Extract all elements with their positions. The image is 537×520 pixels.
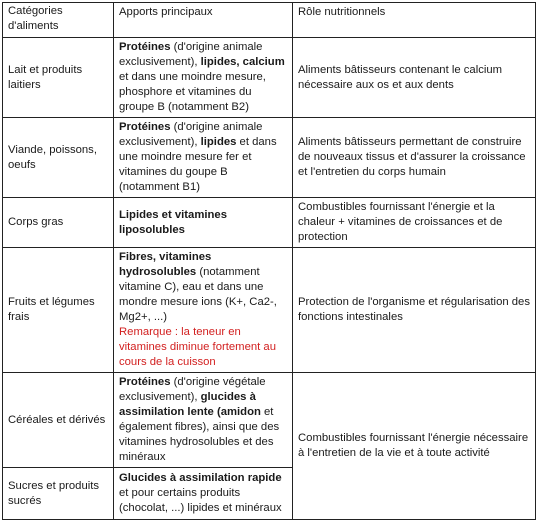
apports-text: lipides, calcium (200, 56, 285, 68)
role-cell: Aliments bâtisseurs contenant le calcium nécessaire aux os et aux dents (293, 38, 536, 118)
remark-text: Remarque : la teneur en vitamines diminue fortement au cours de la cuisson (119, 326, 276, 368)
nutrition-table (2, 2, 536, 520)
header-apports: Apports principaux (114, 3, 293, 38)
table-row (3, 248, 536, 373)
apports-text: (d'origine animale exclusivement), (119, 41, 263, 68)
apports-cell (114, 38, 293, 118)
table-row (3, 38, 536, 118)
category-cell: Sucres et produits sucrés (3, 468, 114, 520)
apports-cell (114, 468, 293, 520)
role-cell: Combustibles fournissant l'énergie et la chaleur + vitamines de croissances et de protection (293, 198, 536, 248)
category-cell: Céréales et dérivés (3, 373, 114, 468)
apports-cell (114, 373, 293, 468)
category-cell: Fruits et légumes frais (3, 248, 114, 373)
apports-cell (114, 118, 293, 198)
header-row (3, 3, 536, 38)
role-cell: Protection de l'organisme et régularisation des fonctions intestinales (293, 248, 536, 373)
apports-text: lipides (200, 136, 237, 148)
category-cell: Lait et produits laitiers (3, 38, 114, 118)
apports-text: et également fibres), ainsi que des vitamines hydrosolubles et des minéraux (119, 406, 280, 463)
apports-text: (d'origine végétale exclusivement), (119, 376, 266, 403)
apports-text: Lipides et vitamines liposolubles (119, 208, 227, 236)
apports-cell (114, 248, 293, 373)
apports-text: Protéines (119, 41, 171, 53)
apports-text: Protéines (119, 121, 171, 133)
header-role: Rôle nutritionnels (293, 3, 536, 38)
category-cell: Corps gras (3, 198, 114, 248)
table-row (3, 373, 536, 468)
apports-text: (d'origine animale exclusivement), (119, 121, 263, 148)
apports-text: glucides à assimilation lente (amidon (119, 391, 261, 418)
role-cell: Combustibles fournissant l'énergie nécessaire à l'entretien de la vie et à toute activité (293, 373, 536, 520)
apports-text: Protéines (119, 376, 171, 388)
apports-text: et dans une moindre mesure fer et vitamines du goupe B (notamment B1) (119, 136, 277, 193)
apports-text: et pour certains produits (chocolat, ...) lipides et minéraux (119, 487, 282, 514)
table-row (3, 198, 536, 248)
apports-cell (114, 198, 293, 248)
header-categories: Catégories d'aliments (3, 3, 114, 38)
category-cell: Viande, poissons, oeufs (3, 118, 114, 198)
table-row (3, 118, 536, 198)
apports-text: et dans une moindre mesure, phosphore et vitamines du groupe B (notamment B2) (119, 71, 266, 113)
apports-text: Glucides à assimilation rapide (119, 472, 282, 484)
apports-text: Fibres, vitamines hydrosolubles (119, 251, 212, 278)
role-cell: Aliments bâtisseurs permettant de construire de nouveaux tissus et d'assurer la croissance et l'entretien du corps humain (293, 118, 536, 198)
apports-text: (notamment vitamine C), eau et dans une mondre mesure ions (K+, Ca2-, Mg2+, ...) (119, 266, 277, 323)
